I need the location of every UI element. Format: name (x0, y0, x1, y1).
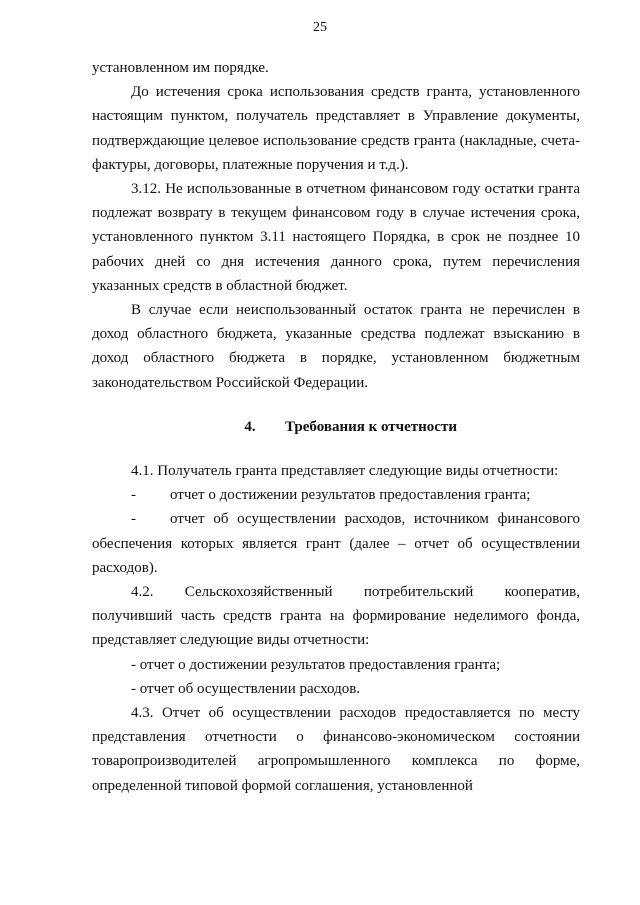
list-item: - отчет об осуществлении расходов. (131, 680, 361, 697)
list-dash: - (131, 511, 136, 528)
paragraph: 4.1. Получатель гранта представляет следующие виды отчетности: (131, 463, 559, 480)
list-item-text: отчет о достижении результатов предоставления гранта; (170, 487, 531, 504)
section-title: Требования к отчетности (285, 418, 457, 435)
list-dash: - (131, 487, 136, 504)
document-body (92, 56, 580, 798)
paragraph: 4.3. Отчет об осуществлении расходов предоставляется по месту представления отчетности о финансово-экономическом состоянии товаропроизводителей агропромышленного комплекса по форме, определенной типовой формой соглашения, установленной (92, 705, 580, 794)
paragraph: установленном им порядке. (92, 60, 269, 76)
section-number: 4. (244, 418, 256, 435)
list-item: - отчет о достижении результатов предоставления гранта; (131, 656, 501, 673)
paragraph: 3.12. Не использованные в отчетном финансовом году остатки гранта подлежат возврату в текущем финансовом году в случае истечения срока, установленного пунктом 3.11 настоящего Порядка, в срок не позднее 10 рабочих дней со дня истечения данного срока, путем перечисления указанных средств в областной бюджет. (92, 181, 580, 294)
paragraph: 4.2. Сельскохозяйственный потребительский кооператив, получивший часть средств гранта на формирование неделимого фонда, представляет следующие виды отчетности: (92, 584, 580, 649)
list-item-text: отчет об осуществлении расходов, источником финансового обеспечения которых является грант (далее – отчет об осуществлении расходов). (92, 511, 580, 576)
list-item (92, 483, 580, 507)
paragraph: В случае если неиспользованный остаток гранта не перечислен в доход областного бюджета, указанные средства подлежат взысканию в доход областного бюджета в порядке, установленном бюджетным законодательством Российской Федерации. (92, 302, 580, 391)
section-heading (92, 415, 580, 439)
list-item (92, 507, 580, 580)
page-number: 25 (313, 20, 327, 35)
paragraph: До истечения срока использования средств гранта, установленного настоящим пунктом, получатель представляет в Управление документы, подтверждающие целевое использование средств гранта (накладные, счета-фактуры, договоры, платежные поручения и т.д.). (92, 84, 580, 173)
